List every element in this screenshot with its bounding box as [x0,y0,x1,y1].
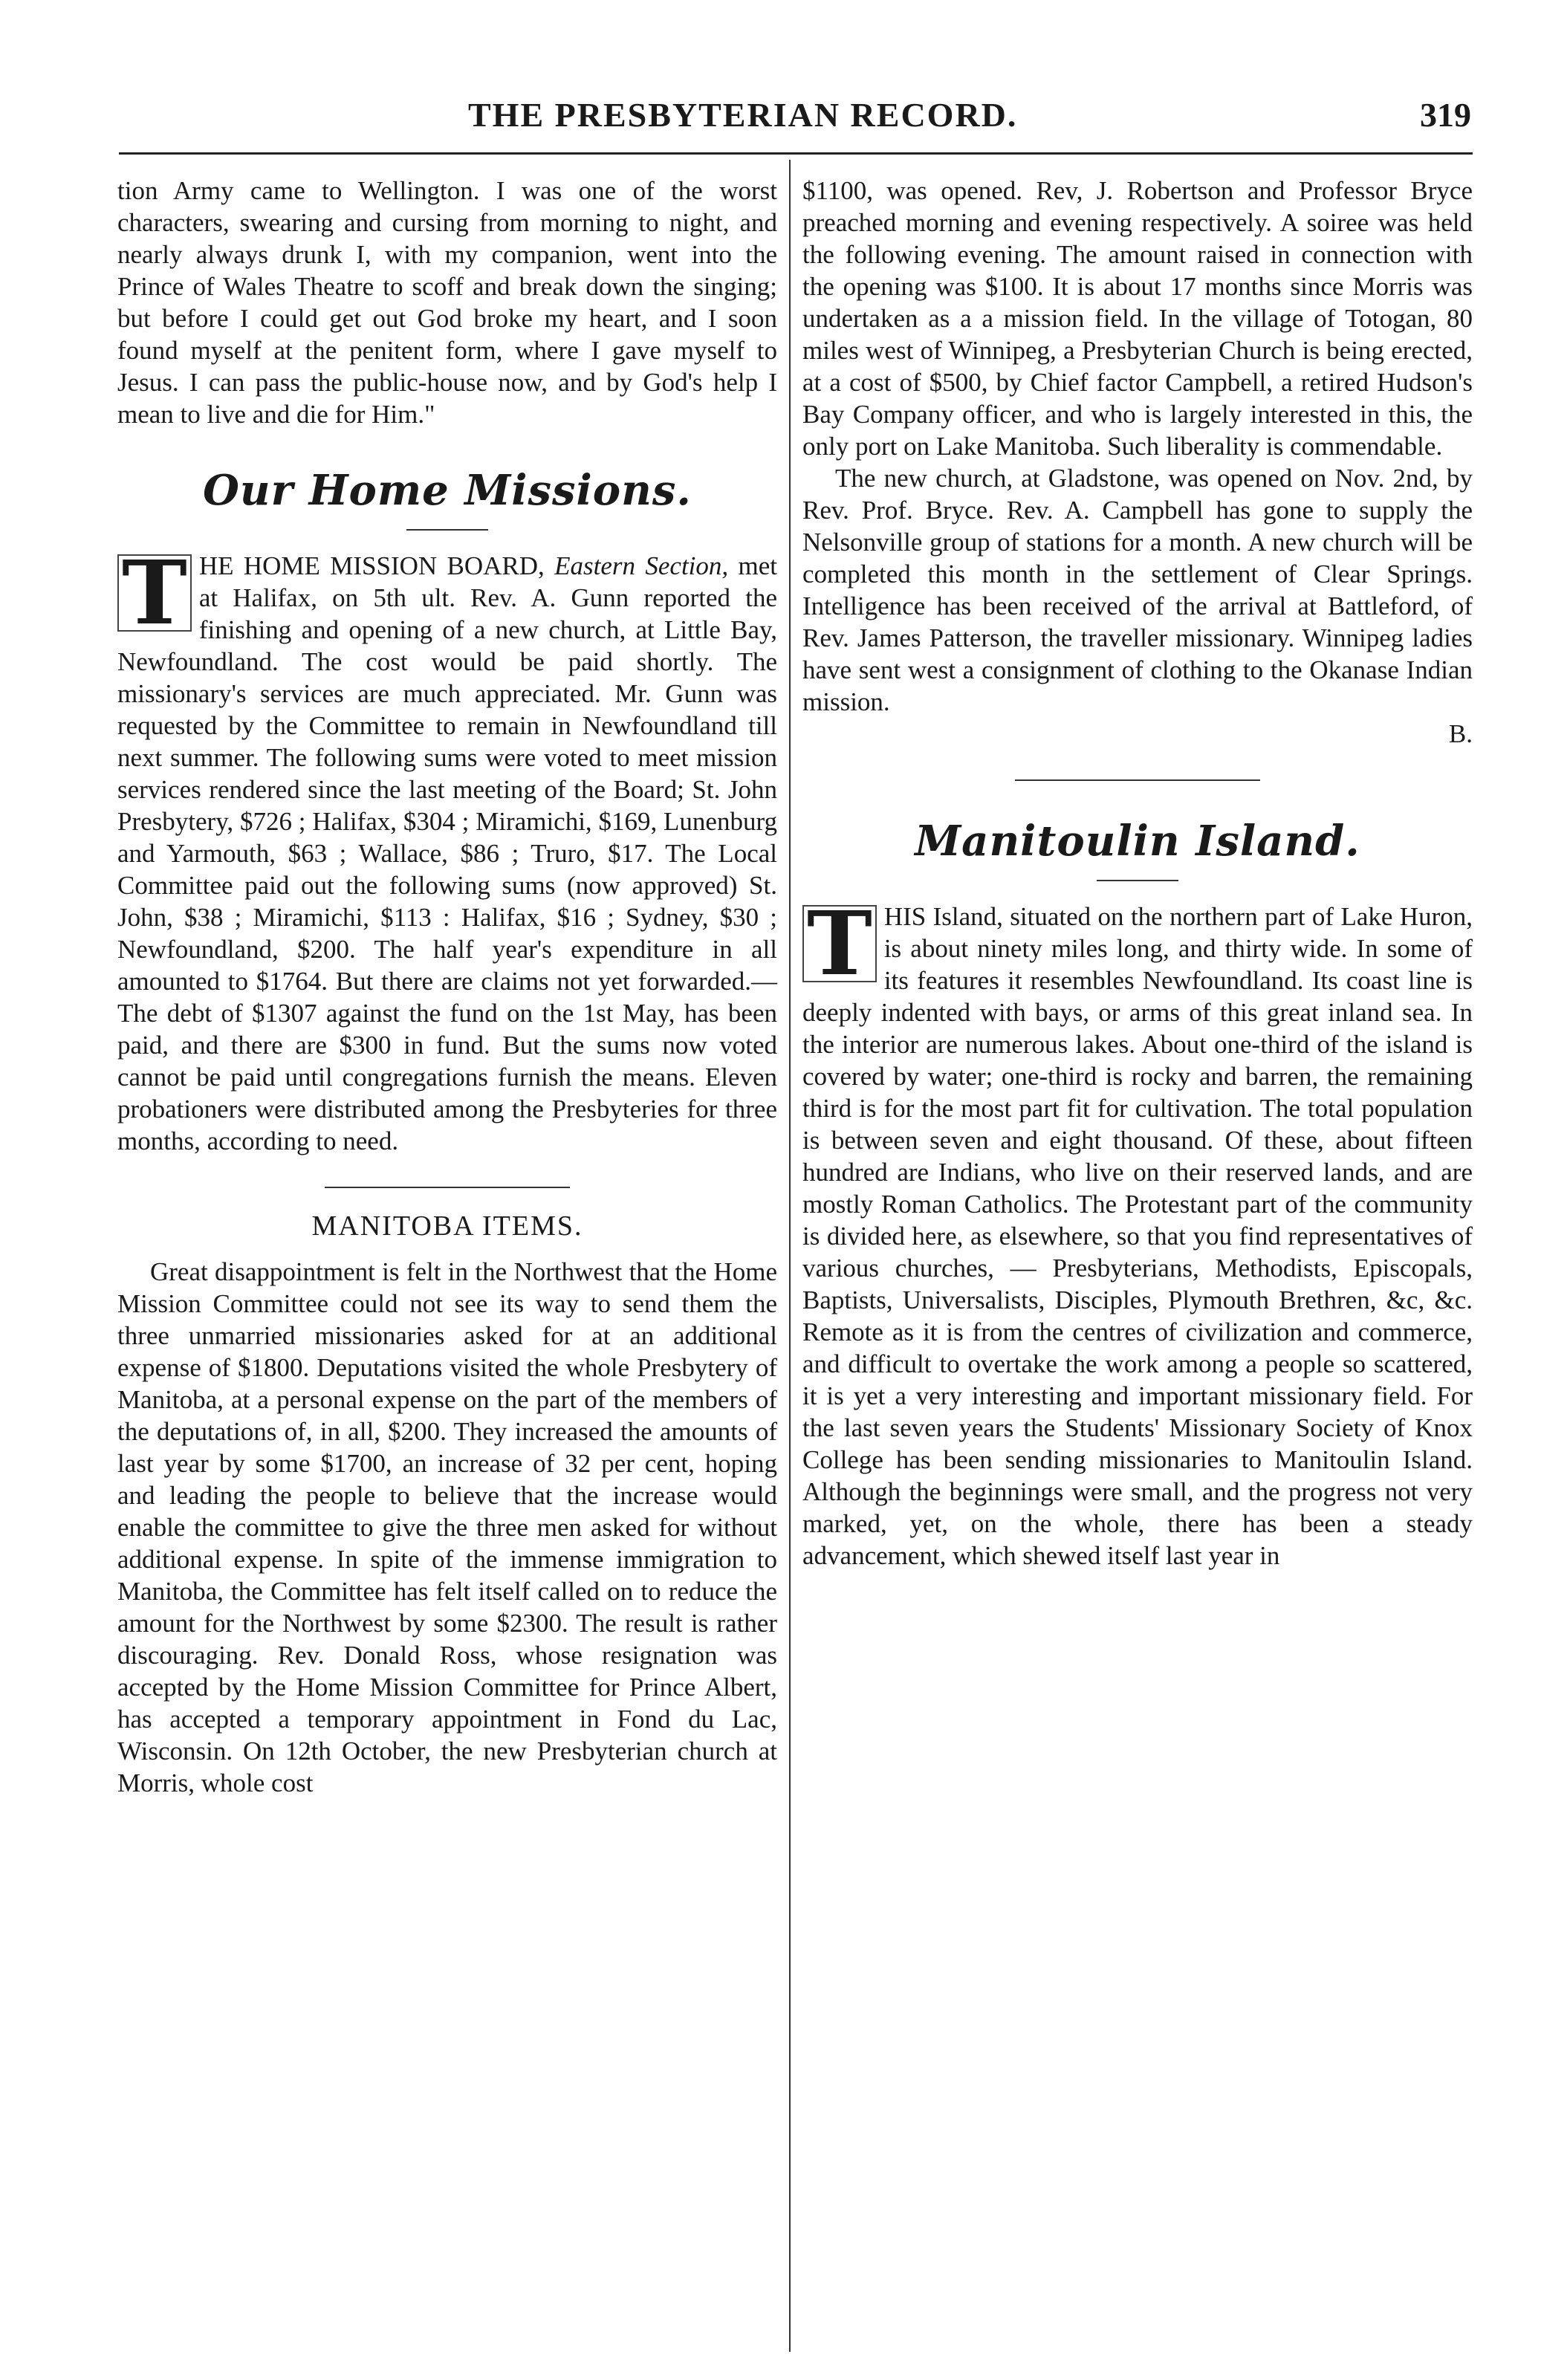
header-rule [119,152,1473,155]
right-column [802,175,1473,1572]
page-number: 319 [1420,96,1471,134]
continued-paragraph: $1100, was opened. Rev, J. Robertson and Professor Bryce preached morning and evening respectively. A soiree was held the following evening. The amount raised in connection with the opening was $100. It is about 17 months since Morris was undertaken as a a mission field. In the village of Totogan, 80 miles west of Winnipeg, a Presbyterian Church is being erected, at a cost of $500, by Chief factor Campbell, a retired Hudson's Bay Company officer, and who is largely interested in this, the only port on Lake Manitoba. Such liberality is commendable. [802,176,1473,461]
section-rule [1015,779,1260,781]
section-rule [325,1187,570,1188]
home-missions-body: met at Halifax, on 5th ult. Rev. A. Gunn reported the finishing and opening of a new church, at Little Bay, Newfoundland. The cost would be paid shortly. The missionary's services are much appreciated. Mr. Gunn was requested by the Committee to remain in Newfoundland till next summer. The following sums were voted to meet mission services rendered since the last meeting of the Board; St. John Presbytery, $726 ; Halifax, $304 ; Miramichi, $169, Lunenburg and Yarmouth, $63 ; Wallace, $86 ; Truro, $17. The Local Committee paid out the following sums (now approved) St. John, $38 ; Miramichi, $113 : Halifax, $16 ; Sydney, $30 ; Newfoundland, $200. The half year's expenditure in all amounted to $1764. But there are claims not yet forwarded.—The debt of $1307 against the fund on the 1st May, has been paid, and there are $300 in fund. But the sums now voted cannot be paid until congregations furnish the means. Eleven probationers were distributed among the Presbyteries for three months, according to need. [117,551,777,1155]
signature: B. [1448,719,1473,748]
manitoba-heading: MANITOBA ITEMS. [311,1210,583,1242]
heading-rule [406,529,488,531]
manitoulin-heading: Manitoulin Island. [915,817,1360,866]
lead-italic: Eastern Section, [554,551,729,580]
journal-title: THE PRESBYTERIAN RECORD. [468,96,1018,134]
lead-words: HE HOME MISSION BOARD, [198,551,545,580]
column-divider [789,160,791,2352]
left-column [117,175,777,1799]
heading-rule [1097,880,1178,881]
manitoulin-paragraph [802,892,1473,1572]
manitoulin-body: HIS Island, situated on the northern part of Lake Huron, is about ninety miles long, and thirty wide. In some of its features it resembles Newfoundland. Its coast line is deeply indented with bays, or arms of this great inland sea. In the interior are numerous lakes. About one-third of the island is covered by water; one-third is rocky and barren, the remaining third is for the most part fit for cultivation. The total population is between seven and eight thousand. Of these, about fifteen hundred are Indians, who live on their reserved lands, and are mostly Roman Catholics. The Protestant part of the community is divided here, as elsewhere, so that you find representatives of various churches, — Presbyterians, Methodists, Episcopals, Baptists, Universalists, Disciples, Plymouth Brethren, &c, &c. Remote as it is from the centres of civilization and commerce, and difficult to overtake the work among a people so scattered, it is yet a very interesting and important missionary field. For the last seven years the Students' Missionary Society of Knox College has been sending missionaries to Manitoulin Island. Although the beginnings were small, and the progress not very marked, yet, on the whole, there has been a steady advancement, which shewed itself last year in [802,902,1473,1570]
manitoba-paragraph: Great disappointment is felt in the Northwest that the Home Mission Committee could not see its way to send them the three unmarried missionaries asked for at an additional expense of $1800. Deputations visited the whole Presbytery of Manitoba, at a personal expense on the part of the members of the deputations of, in all, $200. They increased the amounts of last year by some $1700, an increase of 32 per cent, hoping and leading the people to believe that the increase would enable the committee to give the three men asked for without additional expense. In spite of the immense immigration to Manitoba, the Committee has felt itself called on to reduce the amount for the Northwest by some $2300. The result is rather discouraging. Rev. Donald Ross, whose resignation was accepted by the Home Mission Committee for Prince Albert, has accepted a temporary appointment in Fond du Lac, Wisconsin. On 12th October, the new Presbyterian church at Morris, whole cost [117,1257,777,1797]
home-missions-heading: Our Home Missions. [203,466,692,515]
gladstone-paragraph: The new church, at Gladstone, was opened on Nov. 2nd, by Rev. Prof. Bryce. Rev. A. Campbell has gone to supply the Nelsonville group of stations for a month. A new church will be completed this month in the settlement of Clear Springs. Intelligence has been received of the arrival at Battleford, of Rev. James Patterson, the traveller missionary. Winnipeg ladies have sent west a consignment of clothing to the Okanase Indian mission. [802,464,1473,716]
drop-cap: T [117,554,192,632]
running-head [119,95,1471,147]
intro-paragraph: tion Army came to Wellington. I was one of the worst characters, swearing and cursing from morning to night, and nearly always drunk I, with my companion, went into the Prince of Wales Theatre to scoff and break down the singing; but before I could get out God broke my heart, and I soon found myself at the penitent form, where I gave myself to Jesus. I can pass the public-house now, and by God's help I mean to live and die for Him." [117,176,777,429]
drop-cap: T [802,905,877,982]
home-missions-paragraph [117,541,777,1157]
